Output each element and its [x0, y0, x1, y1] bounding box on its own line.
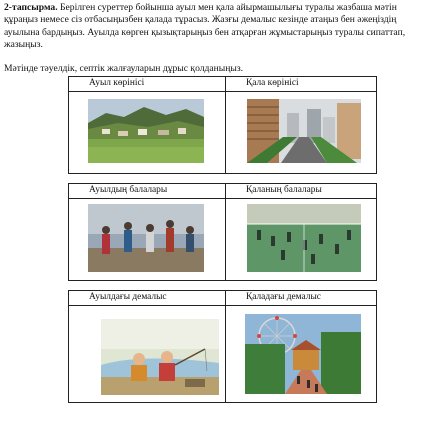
city-view-label: Қала көрінісі [246, 78, 299, 88]
table-cell-header [226, 77, 377, 92]
table-cell-image [69, 306, 226, 403]
table-cell-image [69, 92, 226, 174]
table-row [69, 77, 377, 92]
task-paragraph [4, 2, 425, 52]
table-cell-image [226, 92, 377, 174]
table-row [69, 184, 377, 199]
task-number: 2-тапсырма. [4, 2, 58, 13]
city-street-photo [247, 99, 361, 163]
table-row [69, 199, 377, 281]
table-cell-image [226, 199, 377, 281]
instruction-text: Мәтінде тәуелдік, септік жалғауларын дұрыс қолданыңыз. [4, 63, 244, 74]
city-children-photo [247, 204, 361, 272]
city-leisure-label: Қаладағы демалыс [246, 292, 321, 302]
table-cell-image [69, 199, 226, 281]
village-leisure-illustration [101, 319, 219, 395]
table-row [69, 92, 377, 174]
table-row [69, 291, 377, 306]
row-gap [69, 174, 377, 184]
comparison-table [68, 76, 377, 403]
village-view-label: Ауыл көрінісі [89, 78, 145, 88]
table-cell-header [69, 77, 226, 92]
village-leisure-label: Ауылдағы демалыс [89, 292, 167, 302]
row-gap [69, 281, 377, 291]
table-cell-header [69, 184, 226, 199]
table-cell-header [69, 291, 226, 306]
table-cell-image [226, 306, 377, 403]
village-children-photo [88, 204, 204, 272]
city-children-label: Қаланың балалары [246, 185, 322, 195]
table-cell-header [226, 184, 377, 199]
city-park-photo [245, 314, 361, 394]
task-text: Берілген суреттер бойынша ауыл мен қала айырмашылығы туралы жазбаша мәтін құраңыз немесе сіз отбасыңызбен қалада тұрасыз. Жазғы демалыс кезінде атаңыз бен әжеңіздің ауылына бардыңыз. Ауылда көрген қызықтарыңыз бен атқарған жұмыстарыңыз туралы сипаттап, жазыңыз. [4, 2, 406, 51]
table-row [69, 306, 377, 403]
village-landscape-photo [88, 99, 204, 163]
village-children-label: Ауылдың балалары [89, 185, 168, 195]
table-cell-header [226, 291, 377, 306]
